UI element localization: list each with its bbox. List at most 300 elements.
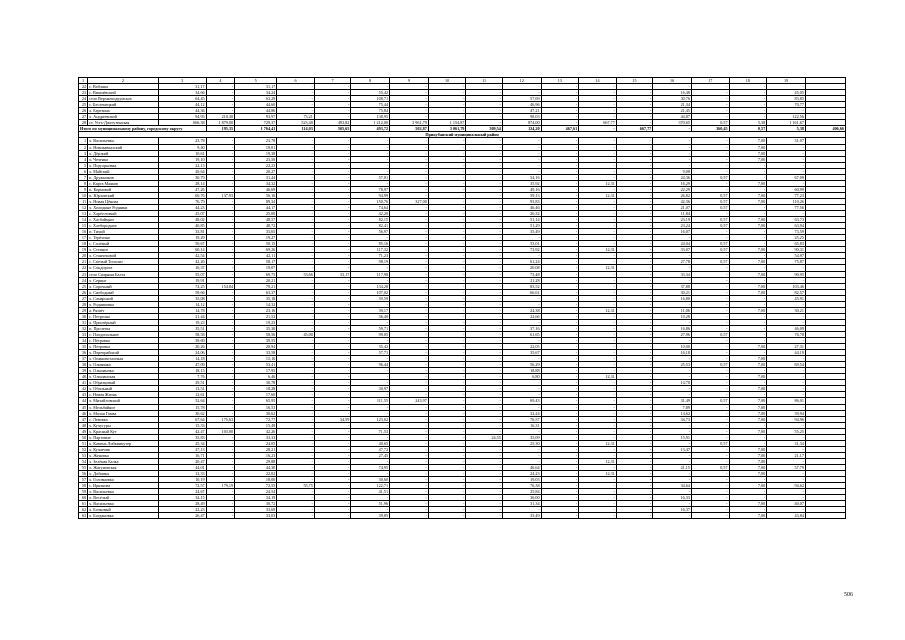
- table-cell: 54,97: [767, 253, 806, 259]
- table-cell: -: [390, 271, 429, 277]
- table-cell: -: [277, 434, 315, 440]
- table-cell: 57,69: [502, 96, 541, 102]
- table-cell: 5,38: [729, 120, 767, 126]
- table-cell: -: [653, 368, 692, 374]
- table-cell: х. Васильевка: [88, 501, 159, 507]
- table-cell: -: [277, 301, 315, 307]
- table-cell: 22,29: [653, 186, 692, 192]
- table-cell: 75,87: [767, 259, 806, 265]
- table-cell: -: [616, 174, 652, 180]
- table-cell: х. Женовка: [88, 452, 159, 458]
- table-cell: 82,15: [351, 217, 390, 223]
- table-cell: -: [653, 144, 692, 150]
- table-cell: -: [541, 162, 579, 168]
- table-cell: -: [616, 156, 652, 162]
- table-cell: х. Образцовый: [88, 380, 159, 386]
- table-cell: 28: [79, 120, 88, 126]
- table-cell: -: [691, 313, 729, 319]
- table-cell: -: [541, 489, 579, 495]
- table-cell: 69,26: [235, 247, 277, 253]
- table-cell: 7,00: [729, 289, 767, 295]
- table-cell: -: [428, 356, 466, 362]
- table-cell: 108,71: [351, 96, 390, 102]
- table-cell: 18: [79, 241, 88, 247]
- table-cell: -: [206, 422, 234, 428]
- table-cell: 28: [79, 301, 88, 307]
- table-cell: -: [277, 319, 315, 325]
- table-cell: -: [579, 162, 617, 168]
- table-cell: -: [767, 156, 806, 162]
- table-cell: -: [277, 398, 315, 404]
- table-cell: 103,00: [206, 428, 234, 434]
- table-cell: -: [767, 301, 806, 307]
- table-cell: -: [277, 368, 315, 374]
- table-cell: -: [616, 483, 652, 489]
- table-cell: с. Вобляка: [88, 84, 159, 90]
- table-cell: -: [206, 434, 234, 440]
- table-cell: 25,30: [502, 440, 541, 446]
- table-cell: -: [314, 331, 350, 337]
- table-cell: -: [541, 186, 579, 192]
- table-cell: 23: [79, 90, 88, 96]
- table-cell: -: [579, 350, 617, 356]
- table-cell: -: [541, 398, 579, 404]
- table-cell: 33,07: [653, 247, 692, 253]
- table-cell: -: [277, 192, 315, 198]
- table-cell: 29: [79, 307, 88, 313]
- table-cell: -: [428, 428, 466, 434]
- table-cell: 30,78: [235, 380, 277, 386]
- table-cell: 15,33: [158, 422, 206, 428]
- table-cell: 89,34: [235, 198, 277, 204]
- table-cell: -: [390, 259, 429, 265]
- table-cell: -: [428, 404, 466, 410]
- table-cell: 46,46: [502, 204, 541, 210]
- table-cell: 15: [79, 223, 88, 229]
- table-cell: 22,02: [235, 471, 277, 477]
- table-cell: 77,56: [767, 204, 806, 210]
- table-cell: -: [579, 386, 617, 392]
- table-cell: х. Ошаковоталеная: [88, 356, 159, 362]
- table-cell: -: [541, 458, 579, 464]
- table-cell: -: [390, 229, 429, 235]
- table-cell: 59,13: [502, 192, 541, 198]
- table-cell: село Спарныя Балта: [88, 271, 159, 277]
- table-cell: -: [206, 223, 234, 229]
- table-cell: 0,57: [691, 204, 729, 210]
- table-cell: -: [466, 325, 502, 331]
- table-cell: -: [616, 229, 652, 235]
- table-cell: -: [466, 338, 502, 344]
- table-cell: -: [729, 265, 767, 271]
- table-cell: -: [277, 217, 315, 223]
- table-cell: -: [466, 223, 502, 229]
- table-cell: -: [428, 259, 466, 265]
- table-cell: -: [428, 446, 466, 452]
- table-cell: 7,00: [729, 398, 767, 404]
- table-cell: -: [314, 198, 350, 204]
- table-cell: 46,09: [767, 325, 806, 331]
- table-cell: 24,36: [653, 174, 692, 180]
- table-cell: -: [351, 150, 390, 156]
- table-cell: -: [277, 410, 315, 416]
- table-cell: -: [428, 434, 466, 440]
- table-cell: 22,23: [235, 162, 277, 168]
- table-cell: -: [390, 501, 429, 507]
- table-cell: -: [428, 295, 466, 301]
- table-cell: -: [428, 483, 466, 489]
- table-cell: -: [541, 289, 579, 295]
- table-cell: 19,03: [502, 477, 541, 483]
- table-cell: -: [767, 507, 806, 513]
- table-cell: -: [206, 392, 234, 398]
- table-cell: -: [206, 96, 234, 102]
- table-cell: 61: [79, 501, 88, 507]
- table-cell: -: [541, 108, 579, 114]
- table-cell: -: [541, 483, 579, 489]
- table-cell: -: [502, 162, 541, 168]
- table-cell: -: [653, 126, 692, 132]
- table-cell: 7,00: [729, 374, 767, 380]
- table-cell: 46: [79, 410, 88, 416]
- table-cell: -: [541, 446, 579, 452]
- table-cell: -: [314, 204, 350, 210]
- table-cell: 41: [79, 380, 88, 386]
- table-cell: 12,31: [579, 265, 617, 271]
- table-cell: 44,30: [235, 465, 277, 471]
- table-cell: -: [277, 156, 315, 162]
- table-cell: -: [653, 440, 692, 446]
- table-cell: -: [541, 331, 579, 337]
- table-cell: -: [206, 156, 234, 162]
- table-cell: 18,15: [158, 368, 206, 374]
- table-cell: 122,56: [767, 114, 806, 120]
- table-cell: -: [277, 374, 315, 380]
- table-cell: -: [653, 513, 692, 519]
- table-cell: 60,76: [158, 192, 206, 198]
- table-cell: -: [616, 259, 652, 265]
- table-cell: 60,14: [158, 247, 206, 253]
- table-cell: -: [616, 223, 652, 229]
- table-cell: -: [616, 108, 652, 114]
- table-cell: -: [277, 465, 315, 471]
- table-cell: 20,26: [158, 344, 206, 350]
- table-cell: 1: [79, 138, 88, 144]
- table-cell: -: [691, 229, 729, 235]
- table-cell: -: [390, 344, 429, 350]
- table-cell: -: [579, 428, 617, 434]
- table-cell: -: [314, 507, 350, 513]
- table-cell: 22,66: [502, 313, 541, 319]
- table-cell: -: [428, 416, 466, 422]
- table-cell: -: [351, 180, 390, 186]
- table-cell: 47,72: [351, 446, 390, 452]
- table-cell: 370,65: [653, 120, 692, 126]
- table-cell: -: [428, 392, 466, 398]
- table-cell: 35,08: [158, 295, 206, 301]
- table-cell: -: [277, 108, 315, 114]
- table-cell: с. Терёхино: [88, 235, 159, 241]
- table-cell: 16: [653, 78, 692, 84]
- table-cell: х. Ольвинка: [88, 362, 159, 368]
- table-cell: -: [428, 307, 466, 313]
- table-cell: -: [502, 150, 541, 156]
- table-cell: -: [729, 301, 767, 307]
- table-cell: -: [691, 380, 729, 386]
- table-cell: -: [729, 96, 767, 102]
- table-cell: 7,00: [729, 271, 767, 277]
- table-cell: -: [314, 102, 350, 108]
- table-cell: х. Чеченка: [88, 156, 159, 162]
- table-cell: -: [277, 235, 315, 241]
- table-cell: 11,06: [653, 307, 692, 313]
- table-cell: -: [691, 428, 729, 434]
- table-cell: -: [653, 501, 692, 507]
- table-cell: -: [206, 501, 234, 507]
- table-cell: х. Кучугуры: [88, 422, 159, 428]
- table-cell: 7,00: [729, 259, 767, 265]
- table-cell: -: [502, 84, 541, 90]
- table-cell: 33,65: [235, 229, 277, 235]
- table-cell: -: [314, 374, 350, 380]
- table-cell: -: [653, 319, 692, 325]
- table-cell: 7: [314, 78, 350, 84]
- table-cell: -: [314, 295, 350, 301]
- table-cell: -: [277, 350, 315, 356]
- table-cell: -: [314, 398, 350, 404]
- table-cell: -: [579, 204, 617, 210]
- table-cell: 73,59: [767, 229, 806, 235]
- table-cell: 28,14: [158, 180, 206, 186]
- table-cell: 45,00: [277, 331, 315, 337]
- table-cell: -: [767, 489, 806, 495]
- table-cell: -: [351, 144, 390, 150]
- table-cell: -: [691, 404, 729, 410]
- table-cell: -: [390, 180, 429, 186]
- table-cell: 57,79: [767, 465, 806, 471]
- table-cell: -: [691, 102, 729, 108]
- table-cell: с. Левовка: [88, 416, 159, 422]
- table-cell: -: [616, 90, 652, 96]
- table-cell: 175,63: [206, 416, 234, 422]
- table-cell: 35,09: [502, 434, 541, 440]
- table-cell: -: [616, 241, 652, 247]
- table-cell: -: [428, 477, 466, 483]
- table-cell: -: [579, 144, 617, 150]
- table-cell: п. Кормовой: [88, 186, 159, 192]
- table-cell: -: [653, 458, 692, 464]
- table-cell: -: [691, 150, 729, 156]
- table-cell: -: [729, 277, 767, 283]
- table-cell: -: [428, 265, 466, 271]
- table-cell: 16,07: [653, 229, 692, 235]
- table-cell: 83,52: [502, 283, 541, 289]
- table-cell: -: [691, 495, 729, 501]
- table-cell: -: [428, 338, 466, 344]
- table-cell: 99,05: [351, 331, 390, 337]
- table-cell: х. Камень Либквипутер: [88, 440, 159, 446]
- table-cell: 39: [79, 368, 88, 374]
- table-cell: -: [616, 434, 652, 440]
- table-cell: с. Ирнзнова: [88, 483, 159, 489]
- table-cell: 34,32: [235, 180, 277, 186]
- table-cell: 23,24: [653, 223, 692, 229]
- table-cell: 25,25: [767, 235, 806, 241]
- table-cell: -: [390, 404, 429, 410]
- table-cell: -: [314, 386, 350, 392]
- table-cell: -: [579, 319, 617, 325]
- table-cell: 4: [79, 156, 88, 162]
- table-cell: 24: [79, 277, 88, 283]
- table-cell: 33: [79, 331, 88, 337]
- table-cell: -: [390, 356, 429, 362]
- table-cell: 1 879,00: [206, 120, 234, 126]
- table-cell: х. Станчековой: [88, 253, 159, 259]
- table-cell: -: [579, 174, 617, 180]
- table-cell: -: [729, 319, 767, 325]
- table-cell: -: [390, 295, 429, 301]
- table-cell: -: [466, 301, 502, 307]
- table-cell: 22: [79, 84, 88, 90]
- table-cell: -: [277, 90, 315, 96]
- table-cell: -: [541, 211, 579, 217]
- table-cell: -: [277, 144, 315, 150]
- table-cell: 67,09: [767, 174, 806, 180]
- table-cell: -: [390, 368, 429, 374]
- table-cell: -: [579, 301, 617, 307]
- table-cell: -: [466, 404, 502, 410]
- table-cell: -: [390, 114, 429, 120]
- table-cell: -: [314, 440, 350, 446]
- table-cell: -: [428, 150, 466, 156]
- table-cell: 12,33: [158, 471, 206, 477]
- table-cell: х. Приозёрный: [88, 319, 159, 325]
- table-cell: -: [351, 356, 390, 362]
- table-cell: 39,69: [158, 338, 206, 344]
- table-cell: 6: [79, 168, 88, 174]
- table-cell: 37: [79, 356, 88, 362]
- table-cell: 52,64: [158, 398, 206, 404]
- table-cell: 13,51: [158, 386, 206, 392]
- table-cell: 75,84: [351, 108, 390, 114]
- table-cell: -: [616, 501, 652, 507]
- table-cell: 34,15: [158, 495, 206, 501]
- table-cell: -: [351, 410, 390, 416]
- table-cell: 30: [79, 313, 88, 319]
- table-cell: -: [767, 108, 806, 114]
- table-cell: -: [351, 84, 390, 90]
- table-cell: -: [691, 446, 729, 452]
- table-cell: 40,65: [351, 440, 390, 446]
- table-cell: -: [466, 204, 502, 210]
- table-cell: 16,23: [235, 452, 277, 458]
- table-cell: -: [466, 108, 502, 114]
- table-cell: п. Тихий: [88, 229, 159, 235]
- table-cell: -: [691, 108, 729, 114]
- table-cell: 79,21: [235, 283, 277, 289]
- table-cell: 19,07: [235, 265, 277, 271]
- table-cell: -: [691, 325, 729, 331]
- table-cell: -: [206, 265, 234, 271]
- table-cell: 35,51: [158, 325, 206, 331]
- table-cell: -: [314, 344, 350, 350]
- table-cell: -: [541, 150, 579, 156]
- table-cell: 1: [79, 78, 88, 84]
- table-cell: -: [502, 386, 541, 392]
- table-cell: 32,24: [502, 410, 541, 416]
- table-cell: 35: [79, 344, 88, 350]
- table-cell: -: [729, 507, 767, 513]
- table-cell: -: [206, 247, 234, 253]
- data-table: [78, 77, 846, 519]
- table-cell: 150,76: [351, 198, 390, 204]
- table-cell: -: [277, 404, 315, 410]
- table-cell: 42,20: [351, 211, 390, 217]
- table-cell: 7,00: [729, 198, 767, 204]
- table-cell: -: [767, 386, 806, 392]
- table-cell: -: [653, 338, 692, 344]
- table-cell: 33,81: [158, 229, 206, 235]
- table-cell: 7,00: [729, 223, 767, 229]
- table-cell: -: [428, 440, 466, 446]
- table-cell: -: [579, 198, 617, 204]
- table-cell: -: [390, 483, 429, 489]
- table-cell: 31,17: [158, 84, 206, 90]
- table-cell: -: [206, 138, 234, 144]
- table-cell: 71,23: [351, 253, 390, 259]
- table-cell: 96,44: [351, 362, 390, 368]
- table-cell: 46,64: [502, 465, 541, 471]
- table-cell: -: [390, 325, 429, 331]
- table-cell: 48: [79, 422, 88, 428]
- table-cell: -: [390, 265, 429, 271]
- table-cell: 38: [79, 362, 88, 368]
- table-cell: -: [579, 168, 617, 174]
- table-cell: -: [390, 434, 429, 440]
- table-cell: 20: [79, 253, 88, 259]
- table-cell: 59,66: [158, 289, 206, 295]
- table-cell: 523,40: [277, 120, 315, 126]
- table-cell: -: [314, 362, 350, 368]
- table-cell: -: [277, 84, 315, 90]
- table-cell: -: [579, 477, 617, 483]
- table-cell: 25,34: [158, 440, 206, 446]
- table-cell: -: [390, 465, 429, 471]
- table-cell: -: [579, 271, 617, 277]
- table-cell: 16,18: [653, 350, 692, 356]
- table-cell: -: [277, 265, 315, 271]
- table-cell: х. Соцдорога: [88, 265, 159, 271]
- table-cell: -: [767, 338, 806, 344]
- table-cell: -: [206, 186, 234, 192]
- table-cell: 34,66: [158, 90, 206, 96]
- table-cell: -: [314, 404, 350, 410]
- table-cell: 5: [235, 78, 277, 84]
- table-cell: -: [206, 513, 234, 519]
- table-cell: 42,36: [653, 198, 692, 204]
- table-cell: -: [579, 114, 617, 120]
- table-cell: -: [541, 265, 579, 271]
- table-cell: ст. Усть-Джегутинская: [88, 120, 159, 126]
- table-cell: 51,96: [351, 501, 390, 507]
- table-cell: -: [767, 392, 806, 398]
- table-cell: -: [466, 422, 502, 428]
- table-cell: -: [729, 174, 767, 180]
- table-cell: 7,89: [653, 404, 692, 410]
- table-cell: -: [653, 150, 692, 156]
- table-cell: 729,37: [235, 120, 277, 126]
- table-cell: -: [206, 338, 234, 344]
